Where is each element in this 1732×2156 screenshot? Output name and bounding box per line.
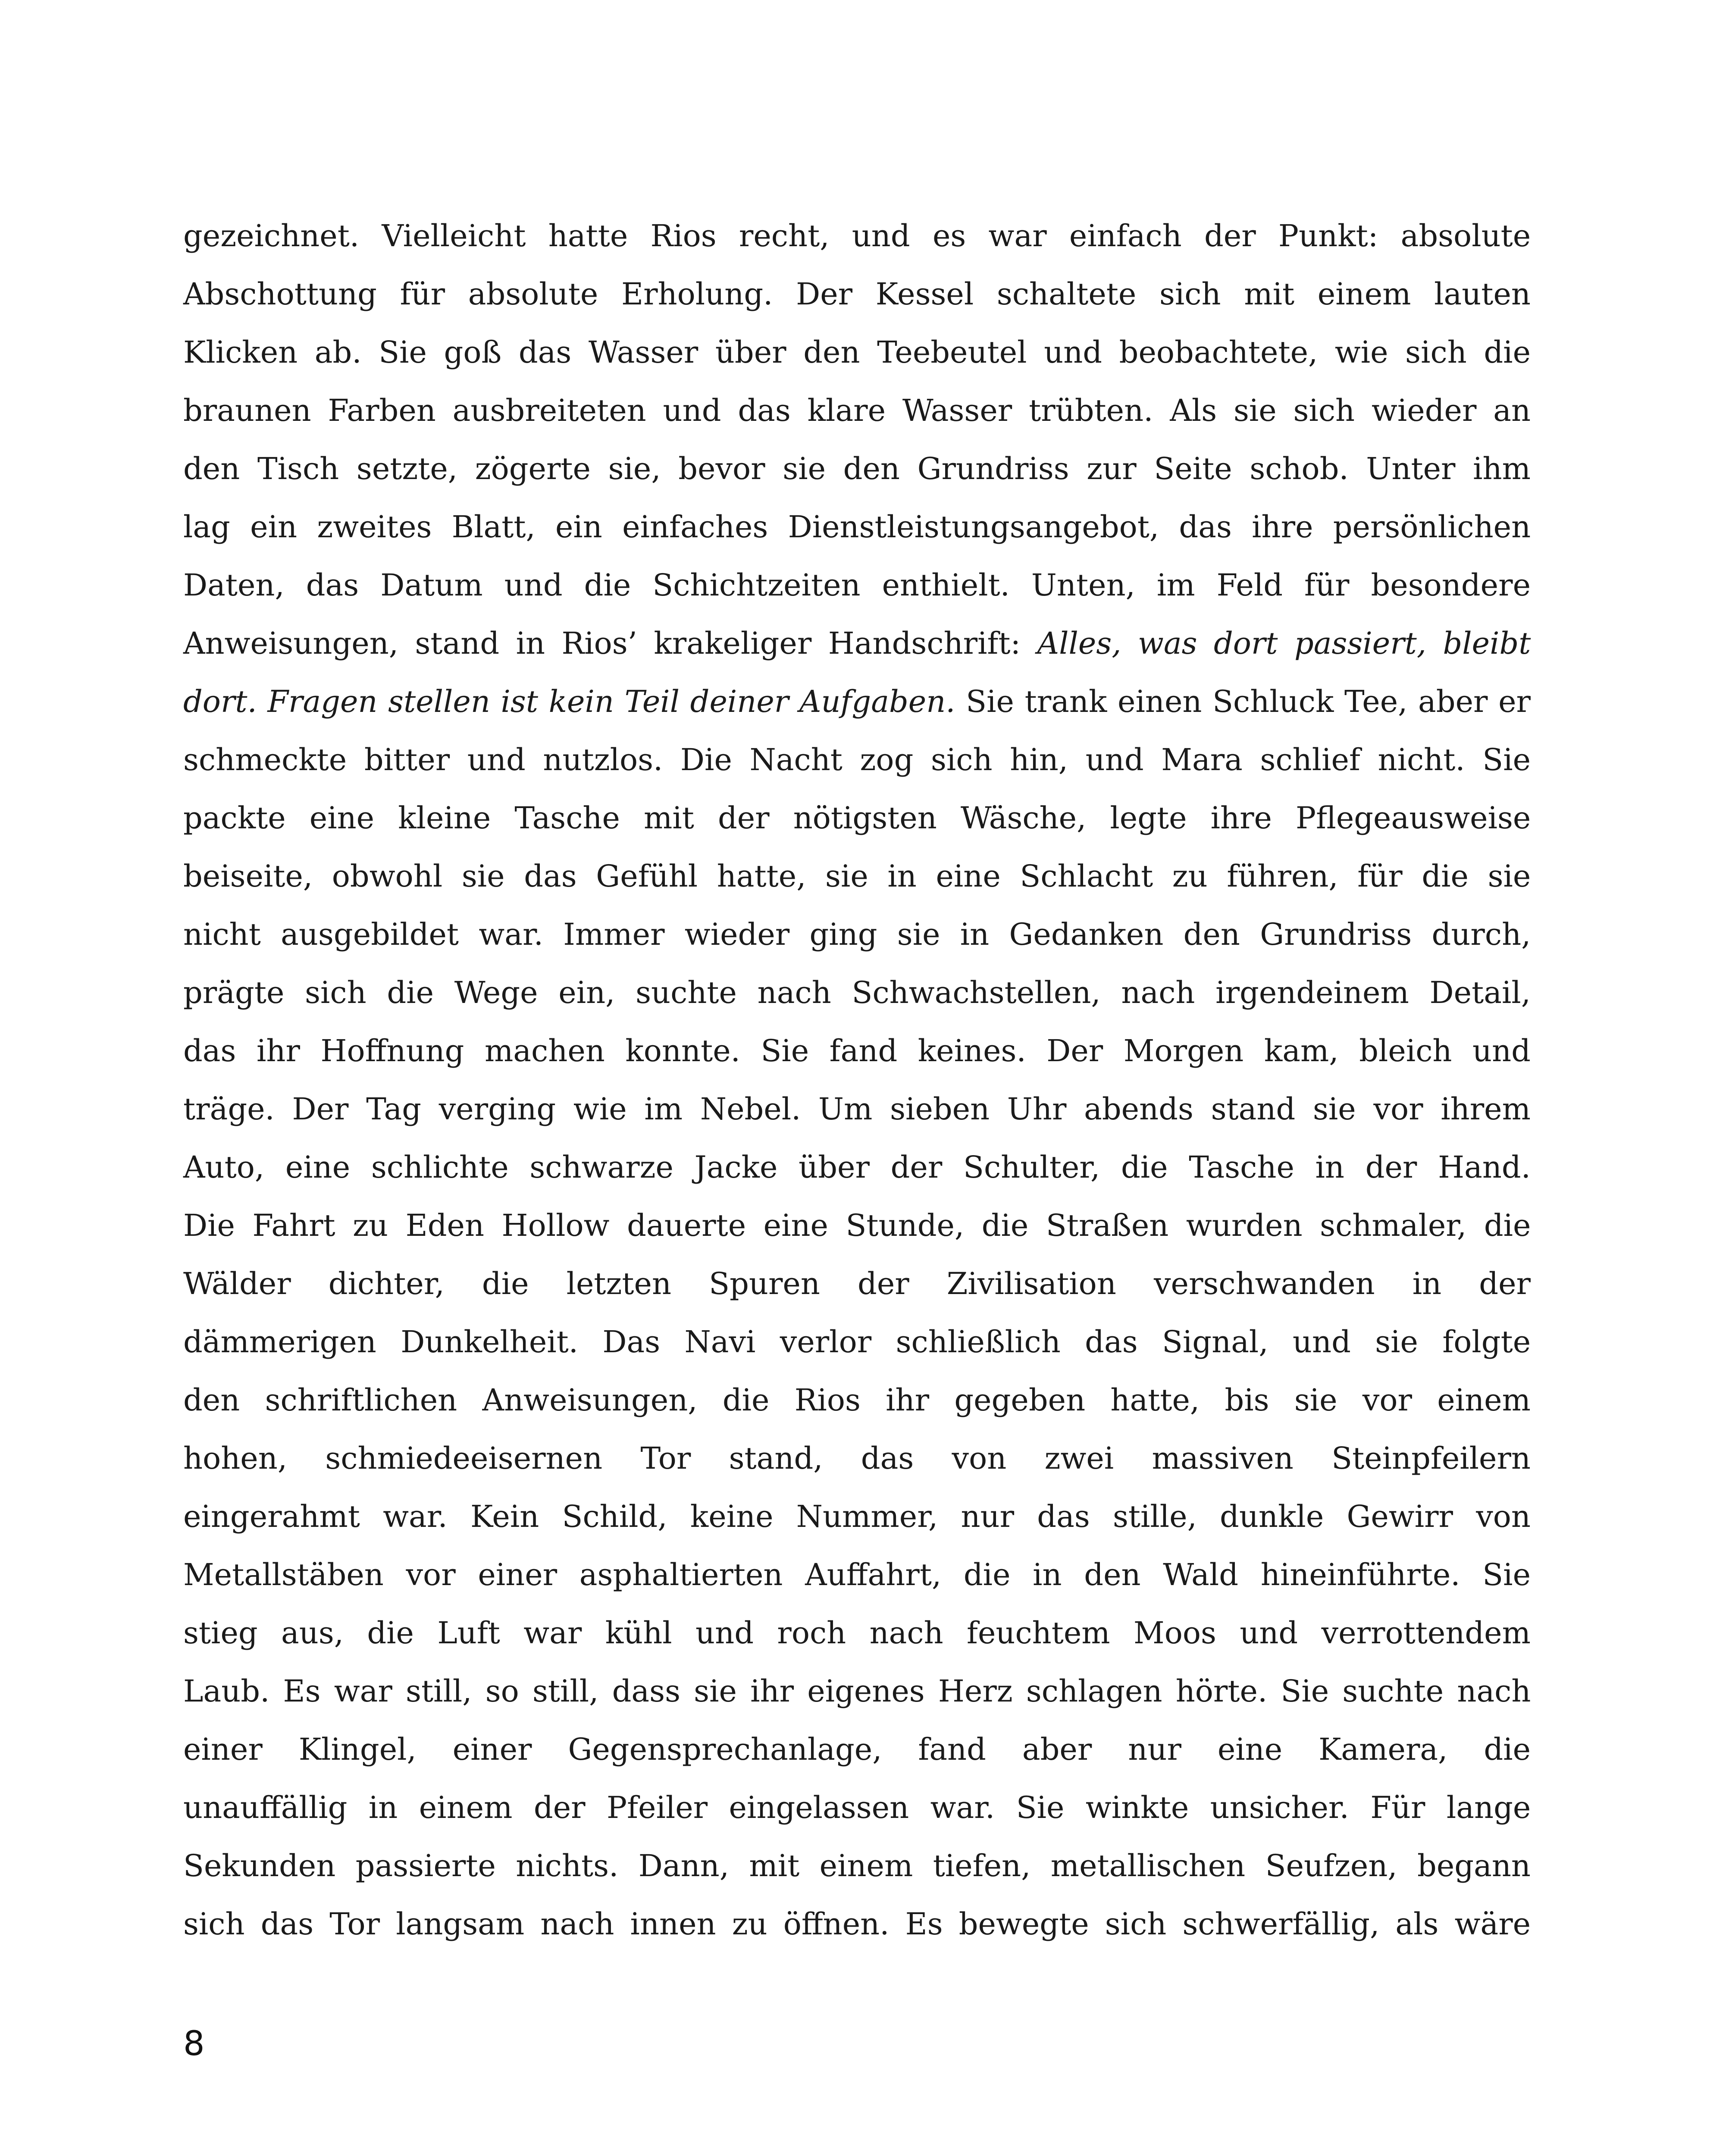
text-span: Abschottung für absolute Erholung. Der Kessel schaltete sich mit einem lauten (183, 276, 1531, 312)
text-line (183, 1604, 1531, 1662)
text-span: packte eine kleine Tasche mit der nötigsten Wäsche, legte ihre Pflegeausweise (183, 800, 1531, 836)
text-line (183, 1138, 1531, 1197)
text-span: den Tisch setzte, zögerte sie, bevor sie den Grundriss zur Seite schob. Unter ihm (183, 451, 1531, 486)
text-span: Laub. Es war still, so still, dass sie ihr eigenes Herz schlagen hörte. Sie suchte nach (183, 1673, 1531, 1709)
text-line (183, 1546, 1531, 1604)
text-span: Sekunden passierte nichts. Dann, mit einem tiefen, metallischen Seufzen, begann (183, 1848, 1531, 1883)
text-span: träge. Der Tag verging wie im Nebel. Um sieben Uhr abends stand sie vor ihrem (183, 1091, 1531, 1127)
text-line (183, 1488, 1531, 1546)
text-line (183, 1022, 1531, 1080)
text-span: gezeichnet. Vielleicht hatte Rios recht, und es war einfach der Punkt: absolute (183, 218, 1531, 254)
text-line (183, 1429, 1531, 1488)
text-line (183, 906, 1531, 964)
text-line (183, 556, 1531, 614)
text-line (183, 1895, 1531, 1953)
text-line (183, 1313, 1531, 1371)
text-span: das ihr Hoffnung machen konnte. Sie fand keines. Der Morgen kam, bleich und (183, 1033, 1531, 1069)
page-number: 8 (183, 2024, 205, 2063)
text-span: eingerahmt war. Kein Schild, keine Nummer, nur das stille, dunkle Gewirr von (183, 1499, 1531, 1534)
text-span: beiseite, obwohl sie das Gefühl hatte, sie in eine Schlacht zu führen, für die sie (183, 859, 1531, 894)
text-span: Anweisungen, stand in Rios’ krakeliger Handschrift: (183, 626, 1037, 661)
italic-text: dort. Fragen stellen ist kein Teil deiner Aufgaben. (183, 684, 955, 719)
text-line (183, 1662, 1531, 1720)
body-text (183, 207, 1531, 1953)
text-span: prägte sich die Wege ein, suchte nach Schwachstellen, nach irgendeinem Detail, (183, 975, 1531, 1010)
text-span: Sie trank einen Schluck Tee, aber er (955, 684, 1531, 719)
text-span: Die Fahrt zu Eden Hollow dauerte eine Stunde, die Straßen wurden schmaler, die (183, 1208, 1531, 1243)
text-span: sich das Tor langsam nach innen zu öffnen. Es bewegte sich schwerfällig, als wäre (183, 1906, 1531, 1942)
text-line (183, 1255, 1531, 1313)
text-line (183, 847, 1531, 906)
text-span: lag ein zweites Blatt, ein einfaches Dienstleistungsangebot, das ihre persönlichen (183, 509, 1531, 545)
text-span: Daten, das Datum und die Schichtzeiten enthielt. Unten, im Feld für besondere (183, 567, 1531, 603)
text-line (183, 265, 1531, 323)
text-span: einer Klingel, einer Gegensprechanlage, fand aber nur eine Kamera, die (183, 1732, 1531, 1767)
text-line (183, 1837, 1531, 1895)
text-span: unauffällig in einem der Pfeiler eingelassen war. Sie winkte unsicher. Für lange (183, 1790, 1531, 1825)
text-span: braunen Farben ausbreiteten und das klare Wasser trübten. Als sie sich wieder an (183, 393, 1531, 428)
text-line (183, 731, 1531, 789)
text-span: schmeckte bitter und nutzlos. Die Nacht zog sich hin, und Mara schlief nicht. Sie (183, 742, 1531, 777)
text-span: Wälder dichter, die letzten Spuren der Zivilisation verschwanden in der (183, 1266, 1531, 1301)
text-span: hohen, schmiedeeisernen Tor stand, das von zwei massiven Steinpfeilern (183, 1441, 1531, 1476)
text-span: Metallstäben vor einer asphaltierten Auffahrt, die in den Wald hineinführte. Sie (183, 1557, 1531, 1592)
text-line (183, 614, 1531, 673)
text-span: den schriftlichen Anweisungen, die Rios ihr gegeben hatte, bis sie vor einem (183, 1382, 1531, 1418)
text-line (183, 382, 1531, 440)
text-line (183, 440, 1531, 498)
text-line (183, 1720, 1531, 1779)
text-span: dämmerigen Dunkelheit. Das Navi verlor schließlich das Signal, und sie folgte (183, 1324, 1531, 1360)
text-line (183, 1197, 1531, 1255)
text-line (183, 964, 1531, 1022)
text-line (183, 1080, 1531, 1138)
text-line (183, 789, 1531, 847)
text-line (183, 673, 1531, 731)
text-span: nicht ausgebildet war. Immer wieder ging sie in Gedanken den Grundriss durch, (183, 917, 1531, 952)
text-span: Klicken ab. Sie goß das Wasser über den Teebeutel und beobachtete, wie sich die (183, 335, 1531, 370)
text-line (183, 498, 1531, 556)
text-span: stieg aus, die Luft war kühl und roch nach feuchtem Moos und verrottendem (183, 1615, 1531, 1651)
text-line (183, 207, 1531, 265)
italic-text: Alles, was dort passiert, bleibt (1037, 626, 1531, 661)
text-span: Auto, eine schlichte schwarze Jacke über der Schulter, die Tasche in der Hand. (183, 1150, 1531, 1185)
text-line (183, 323, 1531, 382)
text-line (183, 1779, 1531, 1837)
text-line (183, 1371, 1531, 1429)
